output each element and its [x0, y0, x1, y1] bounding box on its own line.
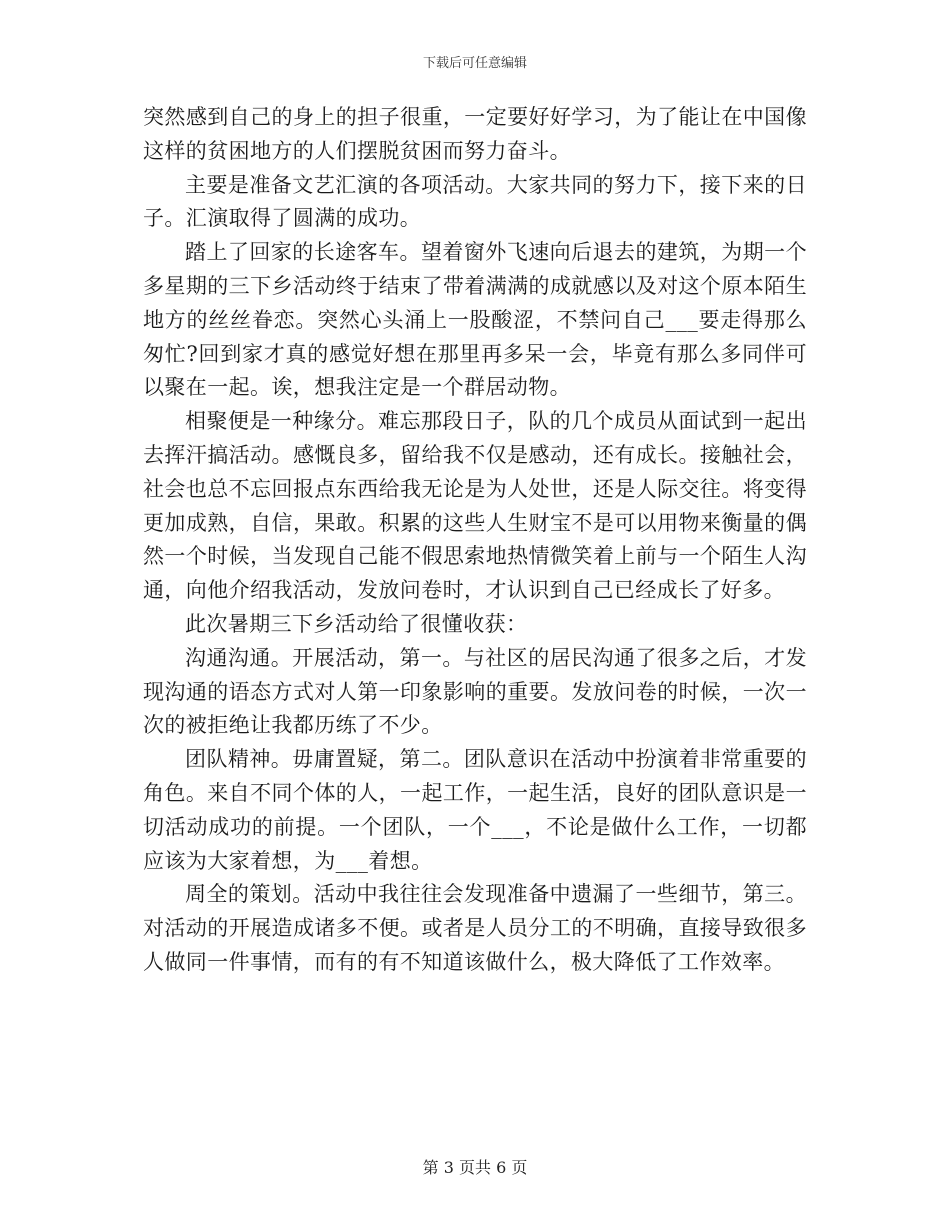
- paragraph-6: 沟通沟通。开展活动，第一。与社区的居民沟通了很多之后，才发现沟通的语态方式对人第一印象影响的重要。发放问卷的时候，一次一次的被拒绝让我都历练了不少。: [143, 645, 807, 738]
- paragraph-1: 突然感到自己的身上的担子很重，一定要好好学习，为了能让在中国像这样的贫困地方的人们摆脱贫困而努力奋斗。: [143, 105, 807, 163]
- paragraph-8: 周全的策划。活动中我往往会发现准备中遗漏了一些细节，第三。对活动的开展造成诸多不便。或者是人员分工的不明确，直接导致很多人做同一件事情，而有的有不知道该做什么，极大降低了工作效率。: [143, 882, 807, 974]
- page-header: 下载后可任意编辑: [422, 56, 527, 71]
- page-footer: 第 3 页共 6 页: [422, 1158, 528, 1177]
- paragraph-5: 此次暑期三下乡活动给了很懂收获：: [185, 611, 528, 636]
- paragraph-2: 主要是准备文艺汇演的各项活动。大家共同的努力下，接下来的日子。汇演取得了圆满的成功。: [143, 172, 807, 231]
- document-body: [143, 101, 807, 980]
- paragraph-4: 相聚便是一种缘分。难忘那段日子，队的几个成员从面试到一起出去挥汗搞活动。感慨良多，留给我不仅是感动，还有成长。接触社会，社会也总不忘回报点东西给我无论是为人处世，还是人际交往。将变得更加成熟，自信，果敢。积累的这些人生财宝不是可以用物来衡量的偶然一个时候，当发现自己能不假思索地热情微笑着上前与一个陌生人沟通，向他介绍我活动，发放问卷时，才认识到自己已经成长了好多。: [143, 409, 807, 603]
- paragraph-7: 团队精神。毋庸置疑，第二。团队意识在活动中扮演着非常重要的角色。来自不同个体的人，一起工作，一起生活，良好的团队意识是一切活动成功的前提。一个团队，一个___，不论是做什么工作，一切都应该为大家着想，为___着想。: [143, 747, 807, 873]
- paragraph-3: 踏上了回家的长途客车。望着窗外飞速向后退去的建筑，为期一个多星期的三下乡活动终于结束了带着满满的成就感以及对这个原本陌生地方的丝丝眷恋。突然心头涌上一股酸涩，不禁问自己___要走得那么匆忙?回到家才真的感觉好想在那里再多呆一会，毕竟有那么多同伴可以聚在一起。诶，想我注定是一个群居动物。: [143, 240, 807, 400]
